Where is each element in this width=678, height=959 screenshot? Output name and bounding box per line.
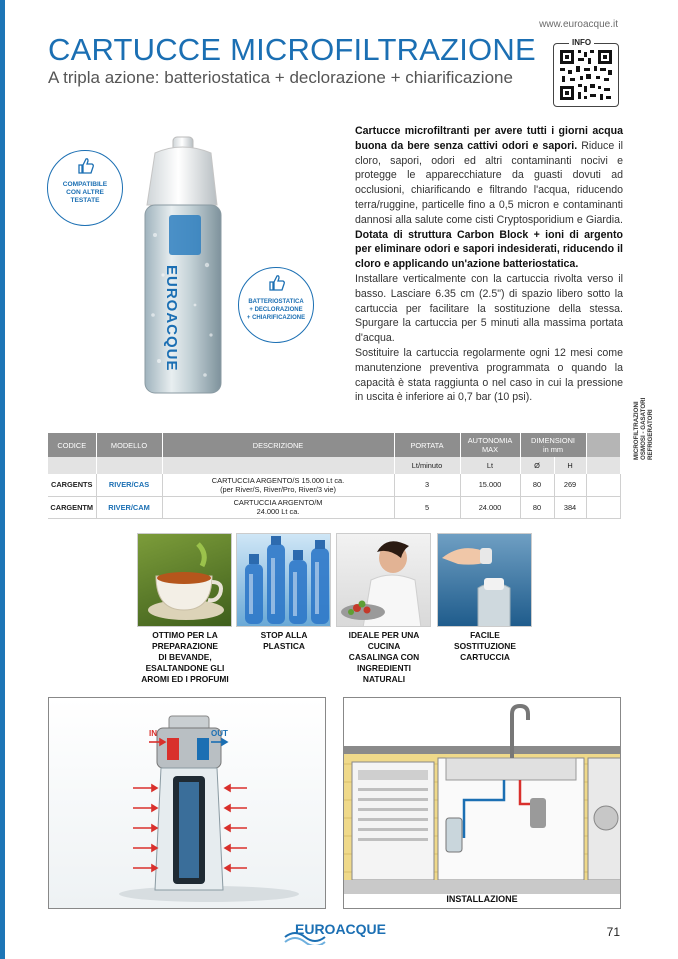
installation-caption: INSTALLAZIONE [446, 894, 518, 904]
bubble-right-line-1: BATTERIOSTATICA [248, 299, 304, 305]
section-side-label [630, 380, 660, 460]
feature-photo-cooking [336, 533, 431, 627]
compatible-badge [47, 150, 123, 226]
feature-photo-bottles [236, 533, 331, 627]
product-description [355, 124, 623, 405]
installation-diagram [343, 697, 621, 909]
col-codice: CODICE [48, 433, 96, 457]
table-header-row [48, 433, 620, 457]
side-label-line-2: OSMOSI - GASATORI [640, 397, 647, 460]
cooking-woman-icon [337, 534, 431, 627]
website-url[interactable]: www.euroacque.it [539, 19, 618, 30]
col-autonomia: AUTONOMIA MAX [460, 433, 520, 457]
plastic-bottles-icon [237, 534, 331, 627]
unit-portata: Lt/minuto [394, 457, 460, 474]
cartridge-product-image [125, 135, 240, 400]
product-brand-label: EUROACQUE [163, 265, 180, 372]
bubble-left-line-3: TESTATE [70, 197, 100, 204]
euroacque-logo-icon [283, 917, 393, 945]
page-number: 71 [606, 925, 620, 939]
unit-height: H [554, 457, 586, 474]
col-portata: PORTATA [394, 433, 460, 457]
installation-illustration [344, 698, 621, 909]
description-highlight: Dotata di struttura Carbon Block + ioni di argento per eliminare odori e sapori indesiderati, riducendo il cloro e applicando un'azione batteriostatica. [355, 228, 623, 271]
feature-photo-cartridge [437, 533, 532, 627]
col-descrizione: DESCRIZIONE [162, 433, 394, 457]
triple-action-badge [238, 267, 314, 343]
feature-caption-replacement: FACILE SOSTITUZIONE CARTUCCIA [454, 630, 516, 662]
side-label-line-1: MICROFILTRAZIONI [633, 401, 640, 460]
filter-section-illustration [49, 698, 326, 909]
out-label: OUT [211, 729, 228, 738]
description-installation: Installare verticalmente con la cartuccia rivolta verso il basso. Lasciare 6.35 cm (2.5") di spazio libero sotto la cartuccia per facilitare la sostituzione della stessa. Spurgare la cartuccia per 5 minuti alla massima portata d'acqua. [355, 272, 623, 345]
description-maintenance: Sostituire la cartuccia regolarmente ogni 12 mesi come manutenzione preventiva programmata o quando la capacità è stata raggiunta o nel caso in cui la pressione in uscita è inferiore ai 0,7 bar (10 psi). [355, 346, 623, 404]
thumbs-up-icon [77, 157, 95, 175]
spec-table [48, 433, 621, 519]
filter-cross-section-diagram [48, 697, 326, 909]
thumbs-up-icon [268, 274, 286, 292]
cartridge-hand-icon [438, 534, 532, 627]
feature-caption-tea: OTTIMO PER LA PREPARAZIONE DI BEVANDE, ESALTANDONE GLI AROMI ED I PROFUMI [141, 630, 229, 684]
footer-brand: EUROACQUE [295, 921, 387, 937]
table-units-row [48, 457, 620, 474]
bubble-right-line-2: + DECLORAZIONE [249, 307, 303, 313]
unit-autonomia: Lt [460, 457, 520, 474]
qr-code-icon [554, 44, 618, 106]
col-dimensioni: DIMENSIONI in mm [520, 433, 586, 457]
tea-cup-icon [138, 534, 232, 627]
description-intro: Cartucce microfiltranti per avere tutti i giorni acqua buona da bere senza cattivi odori e sapori. [355, 125, 623, 152]
page-subtitle: A tripla azione: batteriostatica + declorazione + chiarificazione [48, 68, 513, 87]
left-accent-bar [0, 0, 5, 959]
feature-caption-cooking: IDEALE PER UNA CUCINA CASALINGA CON INGREDIENTI NATURALI [348, 630, 420, 684]
footer-logo [283, 917, 393, 945]
bubble-right-line-3: + CHIARIFICAZIONE [246, 315, 306, 321]
in-label: IN [149, 729, 157, 738]
table-row: CARGENTS RIVER/CAS CARTUCCIA ARGENTO/S 15.000 Lt ca. (per River/S, River/Pro, River/3 vie) 3 15.000 80 269 [48, 474, 620, 496]
bubble-left-line-1: COMPATIBILE [62, 181, 108, 188]
side-label-line-3: REFRIGERATORI [647, 409, 654, 460]
qr-code[interactable] [553, 43, 619, 107]
table-row: CARGENTM RIVER/CAM CARTUCCIA ARGENTO/M 24.000 Lt ca. 5 24.000 80 384 [48, 496, 620, 518]
info-label: INFO [569, 38, 594, 47]
feature-photo-tea [137, 533, 232, 627]
unit-diameter: Ø [520, 457, 554, 474]
description-body: Riduce il cloro, sapori, odori ed altri contaminanti nocivi e protegge le apparecchiature da guasti dovuti ad occlusioni, chiarificando e filtrando l'acqua, riducendo terra/ruggine, particelle fino a 0,5 micron e contaminanti dannosi alla salute come cisti Cryptosporidium e Giardia. [355, 139, 623, 226]
col-modello: MODELLO [96, 433, 162, 457]
page-title: CARTUCCE MICROFILTRAZIONE [48, 32, 536, 67]
bubble-left-line-2: CON ALTRE [66, 189, 104, 196]
feature-caption-plastic: STOP ALLA PLASTICA [260, 630, 308, 651]
